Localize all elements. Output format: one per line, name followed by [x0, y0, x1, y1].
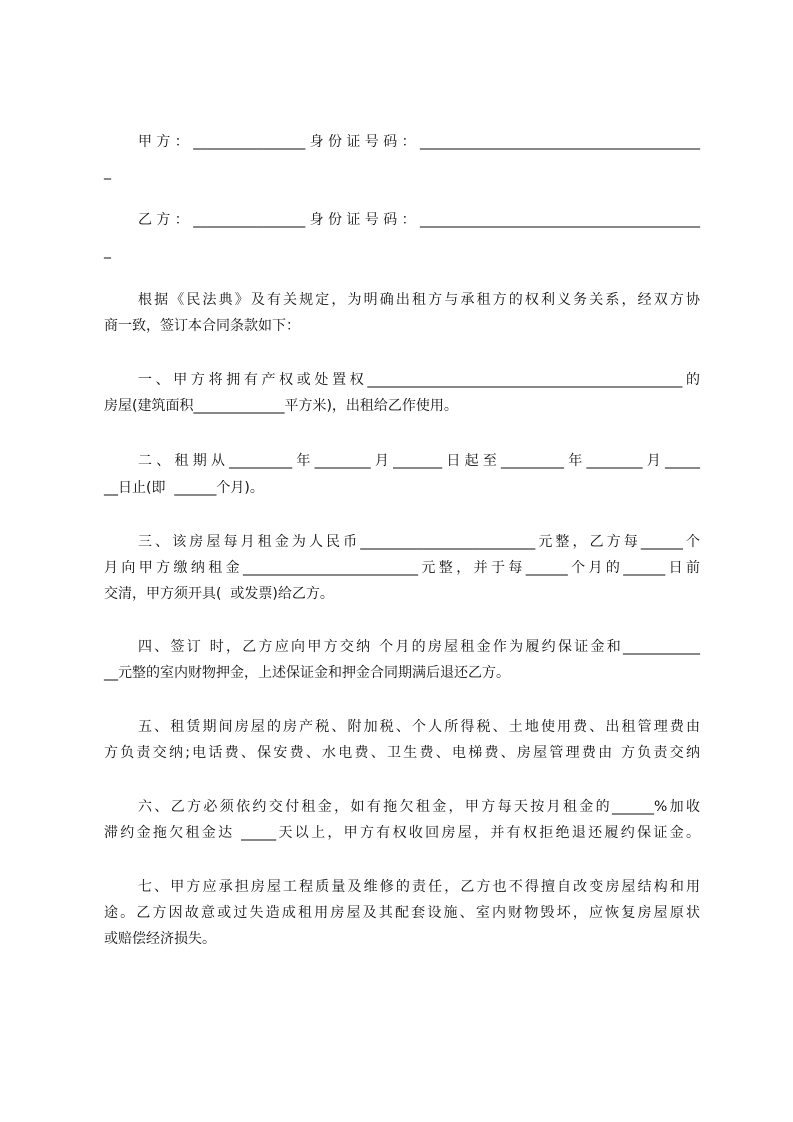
- clause-7-line-3: 或赔偿经济损失。: [104, 931, 216, 947]
- clause-4-line-1: 四、签订 时，乙方应向甲方交纳 个月的房屋租金作为履约保证金和___________: [138, 639, 700, 655]
- clause-4-line-2: __元整的室内财物押金，上述保证金和押金合同期满后退还乙方。: [104, 665, 510, 681]
- clause-6-line-2: 滞约金拖欠租金达 _____天以上，甲方有权收回房屋，并有权拒绝退还履约保证金。: [104, 825, 700, 841]
- clause-5-line-2: 方负责交纳;电话费、保安费、水电费、卫生费、电梯费、房屋管理费由 方负责交纳: [104, 745, 700, 761]
- clause-5-line-1: 五、租赁期间房屋的房产税、附加税、个人所得税、土地使用费、出租管理费由: [138, 719, 700, 735]
- preamble-line-1: 根据《民法典》及有关规定，为明确出租方与承租方的权利义务关系，经双方协: [138, 292, 700, 308]
- clause-2-line-1: 二、租期从_________年________月_______日起至_________年________月_____: [138, 453, 700, 469]
- clause-6-line-1: 六、乙方必须依约交付租金，如有拖欠租金，甲方每天按月租金的______%加收: [138, 799, 700, 815]
- party-b-line-wrap: _: [104, 243, 111, 259]
- party-a-line-wrap: _: [104, 164, 111, 180]
- clause-1-line-1: 一、甲方将拥有产权或处置权_____________________________________________的: [138, 372, 700, 388]
- clause-3-line-3: 交清，甲方须开具( 或发票)给乙方。: [104, 586, 334, 602]
- clause-3-line-1: 三、该房屋每月租金为人民币_________________________元整，乙方每______个: [138, 534, 700, 550]
- clause-2-line-2: __日止(即 ______个月)。: [104, 480, 264, 496]
- party-b-line: 乙方：________________身份证号码：________________________________________: [138, 212, 700, 228]
- clause-7-line-1: 七、甲方应承担房屋工程质量及维修的责任，乙方也不得擅自改变房屋结构和用: [138, 879, 700, 895]
- clause-3-line-2: 月向甲方缴纳租金_________________________元整，并于每______个月的______日前: [104, 560, 700, 576]
- clause-7-line-2: 途。乙方因故意或过失造成租用房屋及其配套设施、室内财物毁坏，应恢复房屋原状: [104, 905, 700, 921]
- clause-1-line-2: 房屋(建筑面积_____________平方米)，出租给乙作使用。: [104, 398, 458, 414]
- preamble-line-2: 商一致，签订本合同条款如下：: [104, 318, 300, 334]
- party-a-line: 甲方：________________身份证号码：________________________________________: [138, 134, 700, 150]
